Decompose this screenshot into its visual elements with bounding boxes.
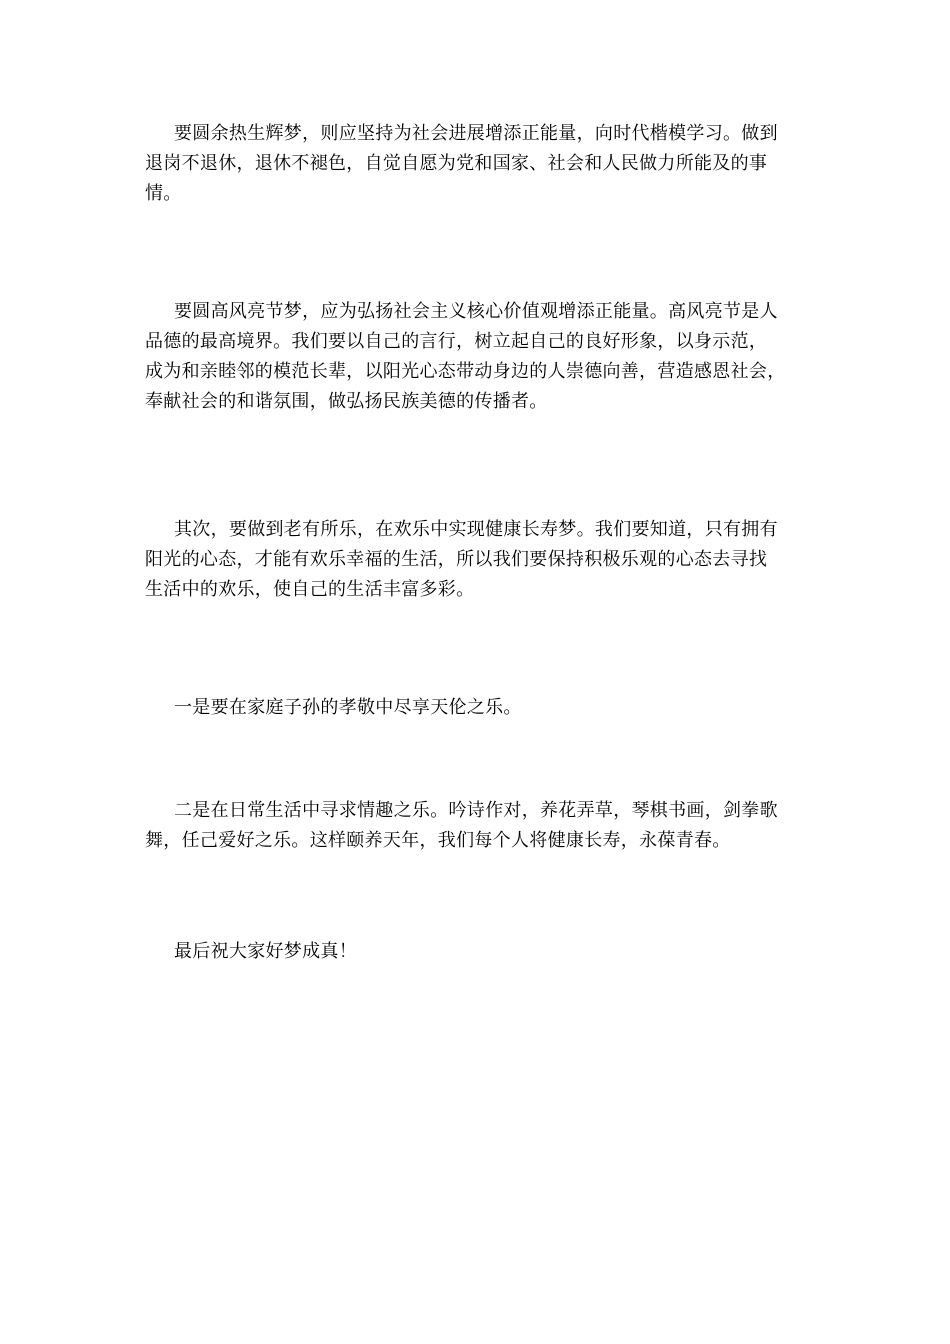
paragraph-1 [145, 119, 810, 209]
paragraph-2-line-3: 成为和亲睦邻的模范长辈，以阳光心态带动身边的人崇德向善，营造感恩社会， [145, 361, 786, 382]
paragraph-2-line-1: 要圆高风亮节梦，应为弘扬社会主义核心价值观增添正能量。高风亮节是人 [174, 301, 778, 322]
paragraph-5-line-1: 二是在日常生活中寻求情趣之乐。吟诗作对，养花弄草，琴棋书画，剑拳歌 [174, 800, 778, 821]
paragraph-3-line-1: 其次，要做到老有所乐，在欢乐中实现健康长寿梦。我们要知道，只有拥有 [174, 519, 778, 540]
paragraph-4-line-1: 一是要在家庭子孙的孝敬中尽享天伦之乐。 [174, 697, 522, 718]
paragraph-3 [145, 515, 810, 605]
paragraph-3-line-2: 阳光的心态，才能有欢乐幸福的生活，所以我们要保持积极乐观的心态去寻找 [145, 549, 768, 570]
paragraph-2 [145, 297, 810, 417]
paragraph-1-line-3: 情。 [145, 183, 182, 204]
paragraph-2-line-2: 品德的最高境界。我们要以自己的言行，树立起自己的良好形象，以身示范， [145, 331, 768, 352]
paragraph-1-line-2: 退岗不退休，退休不褪色，自觉自愿为党和国家、社会和人民做力所能及的事 [145, 153, 768, 174]
paragraph-6-line-1: 最后祝大家好梦成真！ [174, 941, 357, 962]
paragraph-1-line-1: 要圆余热生辉梦，则应坚持为社会进展增添正能量，向时代楷模学习。做到 [174, 123, 778, 144]
paragraph-3-line-3: 生活中的欢乐，使自己的生活丰富多彩。 [145, 579, 475, 600]
paragraph-4 [145, 693, 810, 723]
paragraph-6 [145, 937, 810, 967]
paragraph-2-line-4: 奉献社会的和谐氛围，做弘扬民族美德的传播者。 [145, 391, 548, 412]
paragraph-5 [145, 796, 810, 856]
paragraph-5-line-2: 舞，任己爱好之乐。这样颐养天年，我们每个人将健康长寿，永葆青春。 [145, 830, 731, 851]
